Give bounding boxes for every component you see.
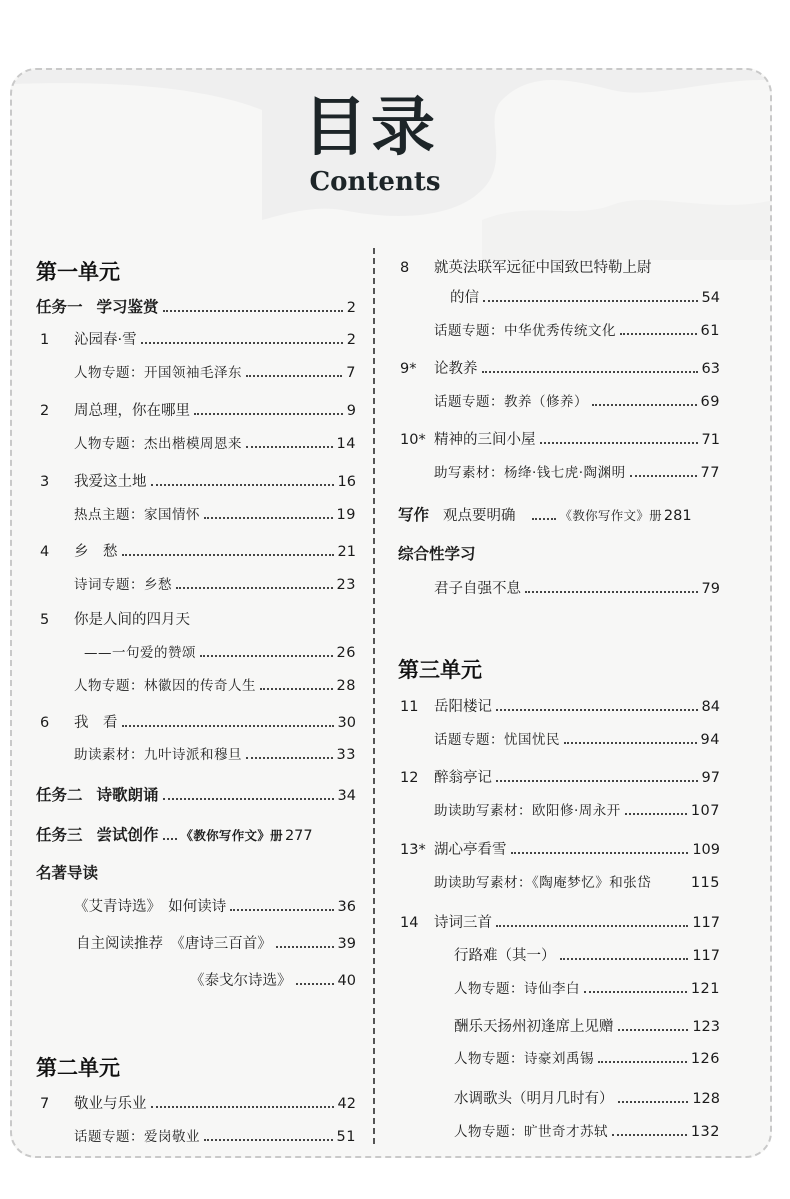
entry-title: 的信 bbox=[450, 290, 479, 306]
column-divider bbox=[373, 248, 375, 1144]
page-subtitle: Contents bbox=[309, 167, 441, 197]
page-number: 77 bbox=[700, 465, 720, 481]
page-number: 107 bbox=[690, 803, 720, 819]
leader-dots bbox=[496, 780, 698, 782]
toc-sub-entry[interactable] bbox=[454, 1121, 720, 1143]
toc-sub-entry[interactable] bbox=[74, 433, 356, 455]
entry-title: 助读助写素材：《陶庵梦忆》和张岱 bbox=[434, 875, 652, 891]
toc-entry[interactable] bbox=[454, 1016, 720, 1038]
toc-entry[interactable] bbox=[450, 287, 720, 309]
entry-number: 6 bbox=[40, 715, 50, 731]
page-number: 277 bbox=[284, 828, 313, 844]
toc-sub-entry[interactable] bbox=[434, 872, 720, 894]
entry-title: 酬乐天扬州初逢席上见赠 bbox=[454, 1019, 614, 1035]
toc-entry[interactable] bbox=[40, 609, 356, 631]
leader-dots bbox=[564, 742, 697, 744]
leader-dots bbox=[532, 518, 556, 520]
entry-title: 行路难（其一） bbox=[454, 948, 556, 964]
page-number: 16 bbox=[337, 474, 356, 490]
leader-dots bbox=[200, 655, 333, 657]
entry-title: 话题专题：教养（修养） bbox=[434, 394, 588, 410]
toc-entry[interactable] bbox=[400, 912, 720, 934]
toc-sub-entry[interactable] bbox=[74, 504, 356, 526]
page-number: 2 bbox=[346, 300, 356, 316]
entry-number: 13* bbox=[400, 842, 426, 858]
page-number: 2 bbox=[346, 332, 356, 348]
entry-number: 3 bbox=[40, 474, 50, 490]
entry-title: 《泰戈尔诗选》 bbox=[190, 973, 292, 989]
entry-number: 14 bbox=[400, 915, 419, 931]
entry-number: 11 bbox=[400, 699, 419, 715]
leader-dots bbox=[618, 1101, 689, 1103]
page-number: 33 bbox=[336, 747, 356, 763]
entry-title: 人物专题：开国领袖毛泽东 bbox=[74, 365, 242, 381]
leader-dots bbox=[592, 404, 697, 406]
entry-title: 我 看 bbox=[74, 715, 118, 731]
entry-title: ——一句爱的赞颂 bbox=[84, 645, 196, 661]
toc-entry[interactable] bbox=[40, 471, 356, 493]
leader-dots bbox=[496, 925, 688, 927]
toc-entry[interactable] bbox=[454, 1088, 720, 1110]
page-number: 30 bbox=[337, 715, 356, 731]
entry-title: 沁园春·雪 bbox=[74, 332, 137, 348]
toc-sub-entry[interactable] bbox=[74, 675, 356, 697]
page-number: 42 bbox=[337, 1096, 356, 1112]
task-title: 诗歌朗诵 bbox=[96, 786, 159, 804]
page-number: 126 bbox=[690, 1051, 720, 1067]
toc-entry[interactable] bbox=[40, 400, 356, 422]
task-title: 学习鉴赏 bbox=[96, 298, 159, 316]
toc-sub-entry[interactable] bbox=[84, 642, 356, 664]
leader-dots bbox=[163, 310, 343, 312]
leader-dots bbox=[525, 591, 698, 593]
task-label: 任务二 bbox=[36, 786, 83, 804]
toc-task-row[interactable] bbox=[36, 824, 356, 847]
entry-title: 《艾青诗选》 如何读诗 bbox=[74, 899, 227, 915]
toc-sub-entry[interactable] bbox=[454, 978, 720, 1000]
leader-dots bbox=[141, 342, 343, 344]
page-title: 目录 bbox=[303, 90, 439, 165]
leader-dots bbox=[630, 475, 697, 477]
leader-dots bbox=[260, 688, 333, 690]
toc-entry[interactable] bbox=[434, 578, 720, 600]
entry-title: 人物专题：林徽因的传奇人生 bbox=[74, 678, 256, 694]
toc-task-row[interactable] bbox=[36, 296, 356, 319]
entry-title: 乡 愁 bbox=[74, 544, 118, 560]
page-number: 115 bbox=[690, 875, 720, 891]
entry-title: 水调歌头（明月几时有） bbox=[454, 1091, 614, 1107]
entry-title: 自主阅读推荐 《唐诗三百首》 bbox=[76, 936, 272, 952]
toc-entry[interactable] bbox=[400, 696, 720, 718]
entry-number: 1 bbox=[40, 332, 50, 348]
leader-dots bbox=[496, 709, 698, 711]
page-number: 69 bbox=[700, 394, 720, 410]
leader-dots bbox=[620, 333, 697, 335]
toc-sub-entry[interactable] bbox=[434, 729, 720, 751]
leader-dots bbox=[204, 1139, 333, 1141]
toc-task-row[interactable] bbox=[398, 504, 720, 527]
toc-sub-entry[interactable] bbox=[74, 1126, 356, 1148]
toc-entry[interactable] bbox=[74, 896, 356, 918]
toc-sub-entry[interactable] bbox=[434, 800, 720, 822]
entry-title: 君子自强不息 bbox=[434, 581, 521, 597]
leader-dots bbox=[296, 983, 334, 985]
section-heading: 名著导读 bbox=[36, 864, 99, 882]
page-number: 34 bbox=[337, 788, 356, 804]
leader-dots bbox=[122, 554, 334, 556]
entry-title: 论教养 bbox=[434, 361, 478, 377]
page-number: 132 bbox=[690, 1124, 720, 1140]
page-number: 54 bbox=[701, 290, 720, 306]
toc-sub-entry[interactable] bbox=[454, 1048, 720, 1070]
toc-entry[interactable] bbox=[400, 358, 720, 380]
page-number: 71 bbox=[701, 432, 720, 448]
leader-dots bbox=[163, 798, 334, 800]
toc-entry[interactable] bbox=[76, 933, 356, 955]
leader-dots bbox=[618, 1029, 689, 1031]
entry-title: 热点主题：家国情怀 bbox=[74, 507, 200, 523]
page-number: 14 bbox=[336, 436, 356, 452]
entry-title: 助写素材：杨绛·钱七虎·陶渊明 bbox=[434, 465, 626, 481]
entry-title: 敬业与乐业 bbox=[74, 1096, 147, 1112]
page-number: 7 bbox=[346, 365, 356, 381]
page-number: 19 bbox=[336, 507, 356, 523]
entry-number: 7 bbox=[40, 1096, 50, 1112]
entry-title: 话题专题：中华优秀传统文化 bbox=[434, 323, 616, 339]
toc-sub-entry[interactable] bbox=[434, 462, 720, 484]
toc-entry[interactable] bbox=[400, 429, 720, 451]
entry-number: 5 bbox=[40, 612, 50, 628]
page-number: 117 bbox=[692, 915, 720, 931]
page-number: 97 bbox=[701, 770, 720, 786]
entry-title: 话题专题：爱岗敬业 bbox=[74, 1129, 200, 1145]
page-number: 79 bbox=[701, 581, 720, 597]
page-number: 123 bbox=[692, 1019, 720, 1035]
toc-sub-entry[interactable] bbox=[74, 574, 356, 596]
toc-entry[interactable] bbox=[400, 767, 720, 789]
toc-entry[interactable] bbox=[40, 541, 356, 563]
entry-title: 精神的三间小屋 bbox=[434, 432, 536, 448]
page-number: 117 bbox=[692, 948, 720, 964]
entry-title: 周总理，你在哪里 bbox=[74, 403, 190, 419]
entry-title: 人物专题：旷世奇才苏轼 bbox=[454, 1124, 608, 1140]
page-number: 28 bbox=[336, 678, 356, 694]
unit-heading: 第二单元 bbox=[36, 1056, 120, 1080]
leader-dots bbox=[151, 484, 334, 486]
leader-dots bbox=[540, 442, 698, 444]
task-label: 任务一 bbox=[36, 298, 83, 316]
unit-heading: 第三单元 bbox=[398, 658, 482, 682]
section-heading: 综合性学习 bbox=[398, 545, 476, 563]
leader-dots bbox=[560, 958, 689, 960]
leader-dots bbox=[511, 852, 689, 854]
task-title: 尝试创作 bbox=[96, 826, 159, 844]
leader-dots bbox=[612, 1134, 687, 1136]
leader-dots bbox=[204, 517, 333, 519]
task-title: 观点要明确 bbox=[443, 508, 516, 524]
leader-dots bbox=[230, 909, 333, 911]
leader-dots bbox=[246, 446, 333, 448]
leader-dots bbox=[122, 725, 334, 727]
entry-number: 9* bbox=[400, 361, 417, 377]
entry-number: 8 bbox=[400, 260, 410, 276]
entry-title: 岳阳楼记 bbox=[434, 699, 492, 715]
leader-dots bbox=[584, 991, 687, 993]
entry-title: 就英法联军远征中国致巴特勒上尉 bbox=[434, 260, 652, 276]
leader-dots bbox=[246, 375, 342, 377]
toc-entry[interactable] bbox=[40, 329, 356, 351]
entry-title: 湖心亭看雪 bbox=[434, 842, 507, 858]
page-number: 23 bbox=[336, 577, 356, 593]
reference-note: 《教你写作文》册 bbox=[559, 508, 662, 523]
toc-task-row[interactable] bbox=[36, 784, 356, 807]
entry-title: 人物专题：杰出楷模周恩来 bbox=[74, 436, 242, 452]
page-number: 109 bbox=[692, 842, 720, 858]
leader-dots bbox=[194, 413, 343, 415]
entry-title: 话题专题：忧国忧民 bbox=[434, 732, 560, 748]
entry-title: 你是人间的四月天 bbox=[74, 612, 190, 628]
page-number: 39 bbox=[337, 936, 356, 952]
toc-entry[interactable] bbox=[190, 970, 356, 992]
toc-sub-entry[interactable] bbox=[434, 391, 720, 413]
page-number: 84 bbox=[701, 699, 720, 715]
entry-number: 4 bbox=[40, 544, 50, 560]
toc-sub-entry[interactable] bbox=[434, 320, 720, 342]
toc-entry[interactable] bbox=[40, 712, 356, 734]
page-number: 128 bbox=[692, 1091, 720, 1107]
page-number: 36 bbox=[337, 899, 356, 915]
page-number: 63 bbox=[701, 361, 720, 377]
entry-number: 12 bbox=[400, 770, 419, 786]
entry-title: 诗词专题：乡愁 bbox=[74, 577, 172, 593]
page-number: 94 bbox=[700, 732, 720, 748]
toc-sub-entry[interactable] bbox=[74, 362, 356, 384]
leader-dots bbox=[482, 371, 698, 373]
toc-entry[interactable] bbox=[400, 257, 720, 279]
entry-number: 2 bbox=[40, 403, 50, 419]
unit-heading: 第一单元 bbox=[36, 260, 120, 284]
page-number: 40 bbox=[337, 973, 356, 989]
leader-dots bbox=[483, 300, 698, 302]
task-label: 写作 bbox=[398, 506, 430, 524]
entry-title: 我爱这土地 bbox=[74, 474, 147, 490]
entry-title: 诗词三首 bbox=[434, 915, 492, 931]
leader-dots bbox=[246, 757, 333, 759]
task-label: 任务三 bbox=[36, 826, 83, 844]
page-number: 51 bbox=[336, 1129, 356, 1145]
page-number: 61 bbox=[700, 323, 720, 339]
leader-dots bbox=[276, 946, 334, 948]
toc-entry[interactable] bbox=[40, 1093, 356, 1115]
toc-entry[interactable] bbox=[400, 839, 720, 861]
entry-title: 助读助写素材：欧阳修·周永开 bbox=[434, 803, 621, 819]
entry-number: 10* bbox=[400, 432, 426, 448]
page-number: 281 bbox=[663, 508, 692, 524]
page-number: 26 bbox=[336, 645, 356, 661]
leader-dots bbox=[176, 587, 333, 589]
toc-sub-entry[interactable] bbox=[74, 744, 356, 766]
page-number: 21 bbox=[337, 544, 356, 560]
entry-title: 人物专题：诗仙李白 bbox=[454, 981, 580, 997]
page-number: 121 bbox=[690, 981, 720, 997]
entry-title: 助读素材：九叶诗派和穆旦 bbox=[74, 747, 242, 763]
toc-entry[interactable] bbox=[454, 945, 720, 967]
page-number: 9 bbox=[346, 403, 356, 419]
leader-dots bbox=[625, 813, 687, 815]
leader-dots bbox=[598, 1061, 687, 1063]
reference-note: 《教你写作文》册 bbox=[180, 828, 283, 843]
leader-dots bbox=[151, 1106, 334, 1108]
entry-title: 醉翁亭记 bbox=[434, 770, 492, 786]
leader-dots bbox=[163, 838, 177, 840]
entry-title: 人物专题：诗豪刘禹锡 bbox=[454, 1051, 594, 1067]
